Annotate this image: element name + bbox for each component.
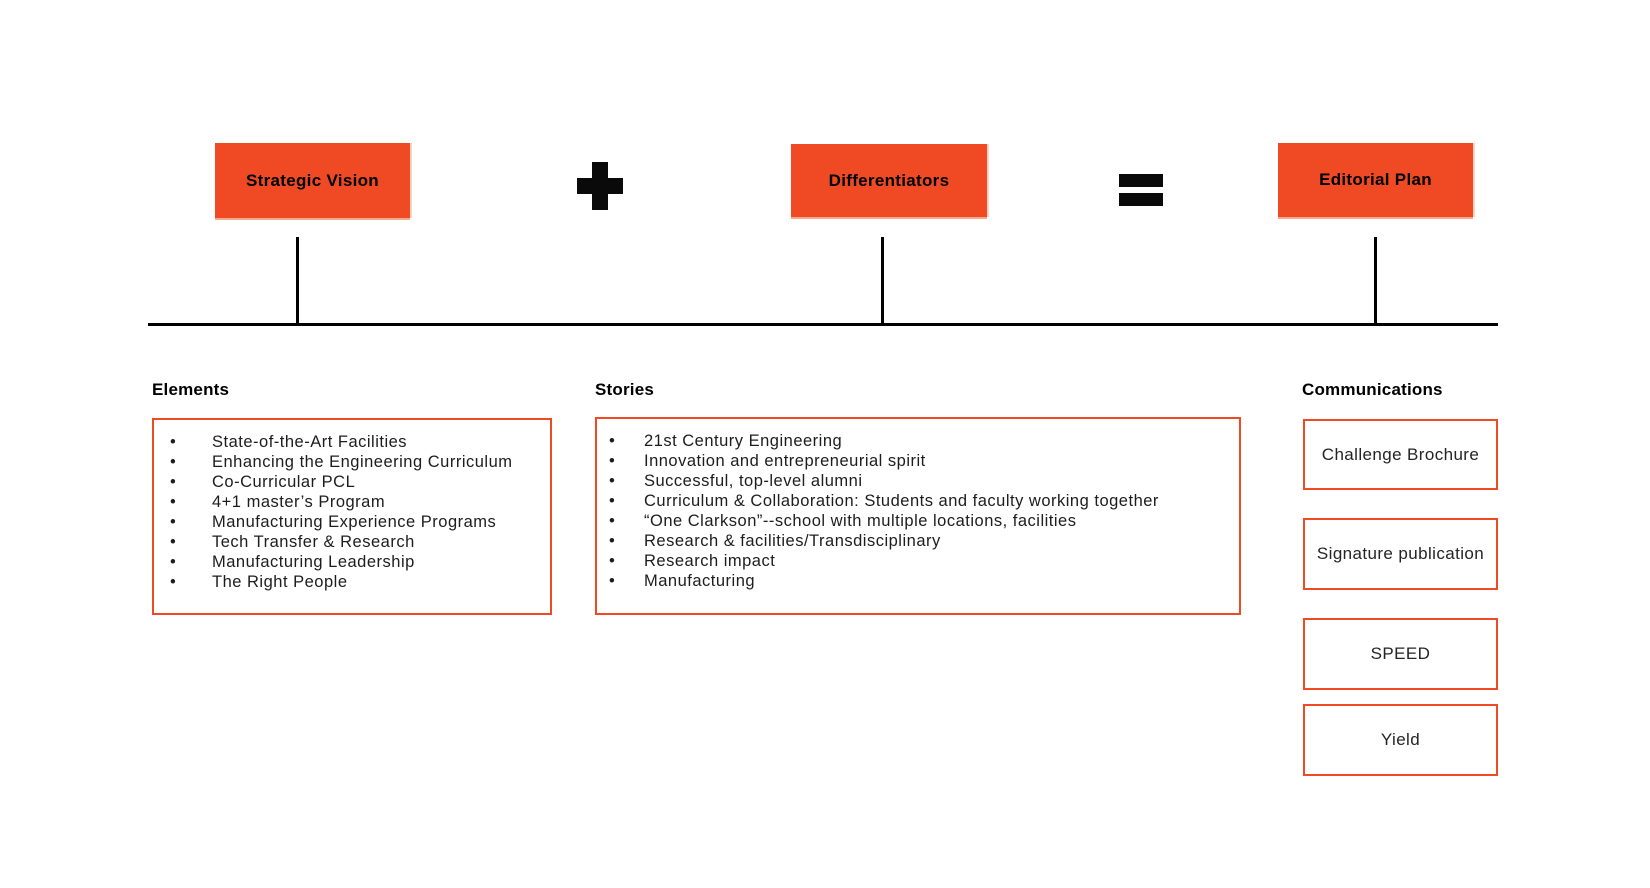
- plus-icon-bar-vertical: [592, 162, 608, 210]
- comm-box-label: Challenge Brochure: [1321, 444, 1480, 464]
- connector-vertical-strategic-vision: [296, 237, 299, 326]
- equals-icon-bar-bottom: [1119, 193, 1163, 206]
- equals-icon-bar-top: [1119, 174, 1163, 187]
- differentiators-box: [791, 144, 987, 217]
- elements-box: [152, 418, 552, 615]
- connector-horizontal-line: [148, 323, 1498, 326]
- strategic-vision-label: Strategic Vision: [246, 170, 379, 190]
- list-item: • Successful, top-level alumni: [597, 471, 1239, 491]
- stories-heading: Stories: [595, 380, 655, 399]
- list-item: • 4+1 master’s Program: [154, 492, 550, 512]
- connector-vertical-differentiators: [881, 237, 884, 326]
- communications-heading: Communications: [1302, 380, 1443, 399]
- list-item: • Enhancing the Engineering Curriculum: [154, 452, 550, 472]
- comm-box-label: Signature publication: [1316, 544, 1485, 563]
- list-item: • Research impact: [597, 551, 1239, 571]
- comm-box-label: SPEED: [1370, 644, 1431, 663]
- comm-box-challenge-brochure: [1303, 419, 1498, 490]
- list-item: • State-of-the-Art Facilities: [154, 432, 550, 452]
- comm-box-yield: [1303, 704, 1498, 776]
- list-item: • Manufacturing Leadership: [154, 552, 550, 572]
- list-item: • “One Clarkson”--school with multiple locations, facilities: [597, 511, 1239, 531]
- list-item: • The Right People: [154, 572, 550, 592]
- editorial-plan-label: Editorial Plan: [1319, 170, 1432, 189]
- strategic-vision-box: [215, 143, 410, 218]
- list-item: • Co-Curricular PCL: [154, 472, 550, 492]
- stories-list: [597, 419, 1239, 591]
- list-item: • Tech Transfer & Research: [154, 532, 550, 552]
- list-item: • Manufacturing: [597, 571, 1239, 591]
- equals-icon: [1119, 174, 1163, 206]
- stories-box: [595, 417, 1241, 615]
- plus-icon: [577, 162, 623, 210]
- list-item: • 21st Century Engineering: [597, 431, 1239, 451]
- list-item: • Curriculum & Collaboration: Students and faculty working together: [597, 491, 1239, 511]
- elements-list: [154, 420, 550, 592]
- list-item: • Innovation and entrepreneurial spirit: [597, 451, 1239, 471]
- list-item: • Manufacturing Experience Programs: [154, 512, 550, 532]
- differentiators-label: Differentiators: [828, 170, 950, 190]
- comm-box-speed: [1303, 618, 1498, 690]
- connector-vertical-editorial-plan: [1374, 237, 1377, 326]
- list-item: • Research & facilities/Transdisciplinary: [597, 531, 1239, 551]
- comm-box-label: Yield: [1380, 730, 1421, 749]
- comm-box-signature-publication: [1303, 518, 1498, 590]
- elements-heading: Elements: [152, 380, 230, 399]
- editorial-plan-box: [1278, 143, 1473, 217]
